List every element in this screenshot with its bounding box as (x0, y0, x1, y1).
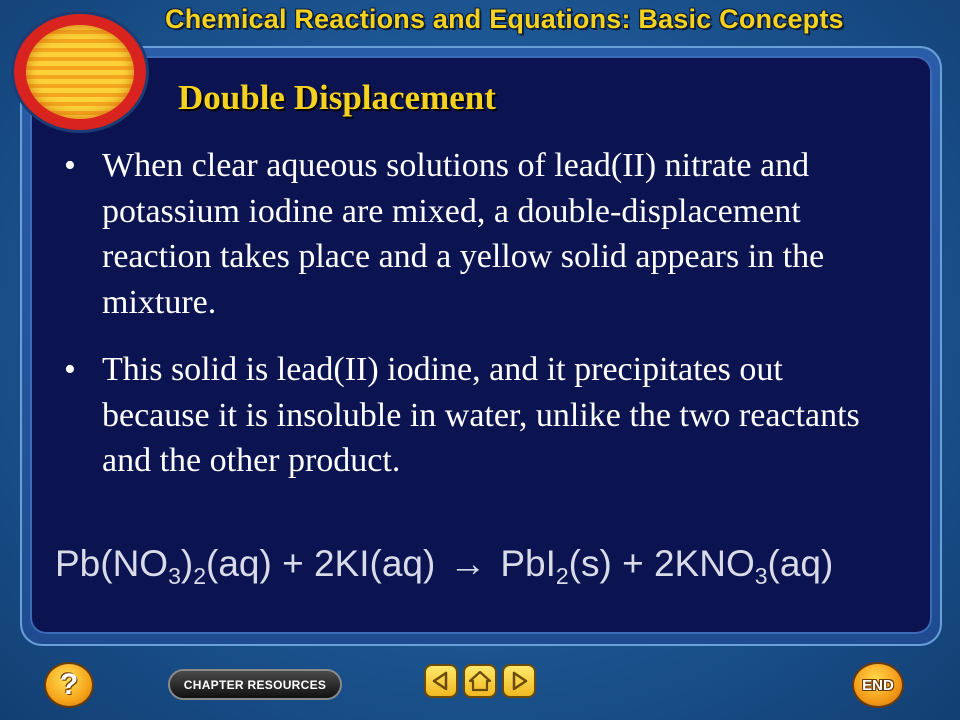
home-icon (465, 666, 495, 696)
bullet-item (60, 143, 880, 325)
bullet-text: When clear aqueous solutions of lead(II) nitrate and potassium iodine are mixed, a double-displacement reaction takes place and a yellow solid appears in the mixture. (102, 147, 825, 321)
eq-product-lead-iodide: PbI (500, 543, 556, 584)
eq-subscript: 2 (193, 563, 206, 589)
eq-product-potassium-nitrate: (s) + 2KNO (568, 543, 755, 584)
eq-reactant-potassium-iodide: (aq) + 2KI(aq) (206, 543, 436, 584)
end-button[interactable]: END (854, 664, 902, 706)
chapter-title: Chemical Reactions and Equations: Basic Concepts (165, 4, 844, 34)
bullet-marker: • (64, 147, 76, 184)
eq-subscript: 3 (168, 563, 181, 589)
eq-subscript: 3 (754, 563, 768, 589)
eq-paren: ) (180, 543, 194, 584)
left-arrow-icon (426, 666, 456, 696)
chapter-resources-button[interactable]: CHAPTER RESOURCES (170, 671, 340, 698)
bullet-text: This solid is lead(II) iodine, and it precipitates out because it is insoluble in water, unlike the two reactants and the other product. (102, 351, 860, 479)
reaction-arrow-icon: → (449, 543, 487, 584)
chemical-equation (55, 543, 915, 590)
back-button[interactable] (426, 666, 456, 696)
eq-reactant-lead-nitrate: Pb(NO (55, 543, 169, 584)
bullet-marker: • (64, 351, 76, 388)
bullet-item (60, 347, 880, 484)
right-arrow-icon (504, 666, 534, 696)
orb-stripes (26, 25, 134, 119)
forward-button[interactable] (504, 666, 534, 696)
home-button[interactable] (465, 666, 495, 696)
striped-orb-icon (14, 14, 146, 130)
bullet-list (60, 143, 880, 506)
help-button[interactable]: ? (46, 664, 92, 706)
eq-state: (aq) (767, 543, 834, 584)
section-title: Double Displacement (178, 78, 496, 117)
eq-subscript: 2 (555, 563, 569, 589)
